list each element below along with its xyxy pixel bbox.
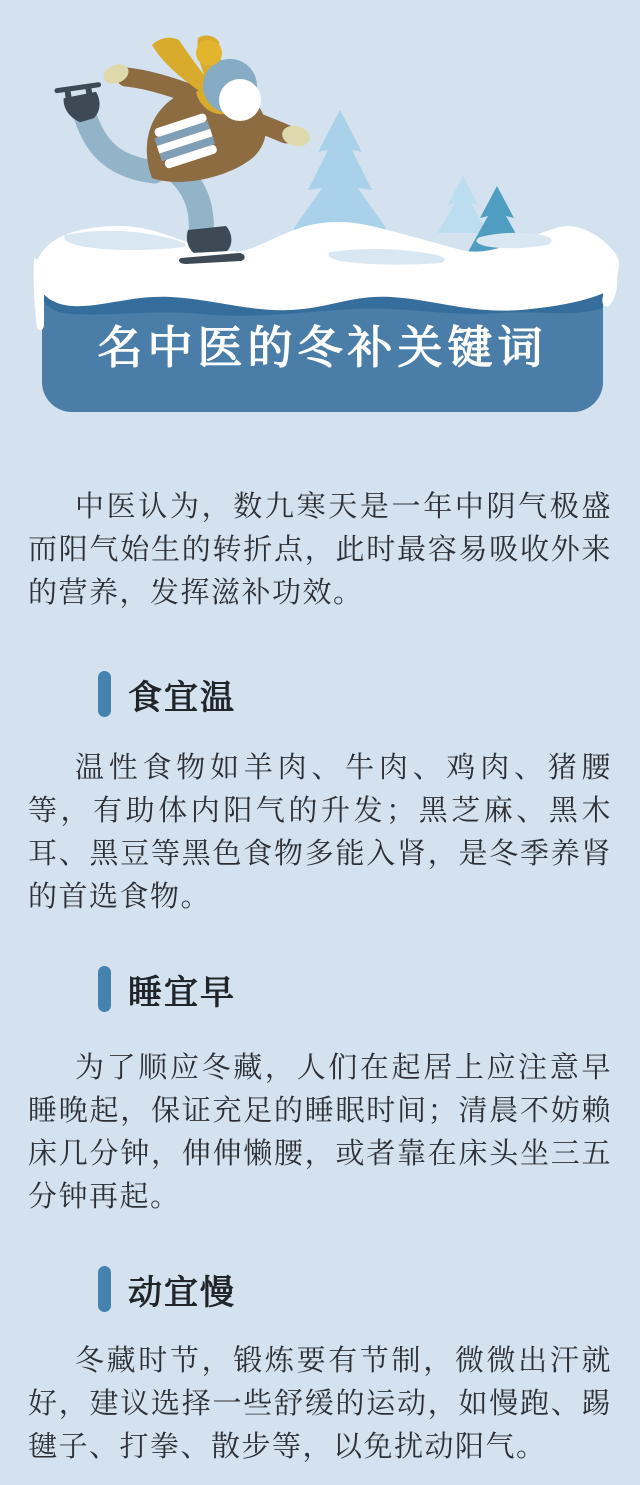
sweater-stripes <box>152 113 218 170</box>
section-heading-text: 食宜温 <box>128 679 236 717</box>
heading-accent-bar <box>98 1266 111 1312</box>
pine-tree-teal-icon <box>468 186 526 252</box>
heading-accent-bar <box>98 966 111 1012</box>
section-heading-exercise <box>98 1266 236 1312</box>
intro-paragraph: 中医认为，数九寒天是一年中阴气极盛而阳气始生的转折点，此时最容易吸收外来的营养，发挥滋补功效。 <box>28 491 612 609</box>
heading-accent-bar <box>98 671 111 717</box>
scarf <box>152 38 213 95</box>
pompom-icon <box>196 40 222 66</box>
snow-highlight-right <box>476 233 551 249</box>
raised-skate-icon <box>54 82 106 125</box>
page-title: 名中医的冬补关键词 <box>97 323 548 373</box>
face <box>219 79 261 121</box>
section-heading-text: 动宜慢 <box>128 1274 236 1312</box>
title-banner <box>42 256 603 412</box>
snow-highlight-left <box>64 231 186 250</box>
pine-tree-large-icon <box>294 110 386 232</box>
section-heading-food <box>98 671 236 717</box>
section-heading-sleep <box>98 966 236 1012</box>
section-heading-text: 睡宜早 <box>128 974 236 1012</box>
pine-tree-small-icon <box>438 175 488 233</box>
section-body-exercise: 冬藏时节，锻炼要有节制，微微出汗就好，建议选择一些舒缓的运动，如慢跑、踢毽子、打拳、散步等，以免扰动阳气。 <box>28 1345 612 1463</box>
ice-skater <box>54 35 312 264</box>
section-body-sleep: 为了顺应冬藏，人们在起居上应注意早睡晚起，保证充足的睡眠时间；清晨不妨赖床几分钟，伸伸懒腰，或者靠在床头坐三五分钟再起。 <box>28 1052 612 1213</box>
hat-icon <box>203 59 257 113</box>
section-body-food: 温性食物如羊肉、牛肉、鸡肉、猪腰等，有助体内阳气的升发；黑芝麻、黑木耳、黑豆等黑色食物多能入肾，是冬季养肾的首选食物。 <box>28 752 612 913</box>
